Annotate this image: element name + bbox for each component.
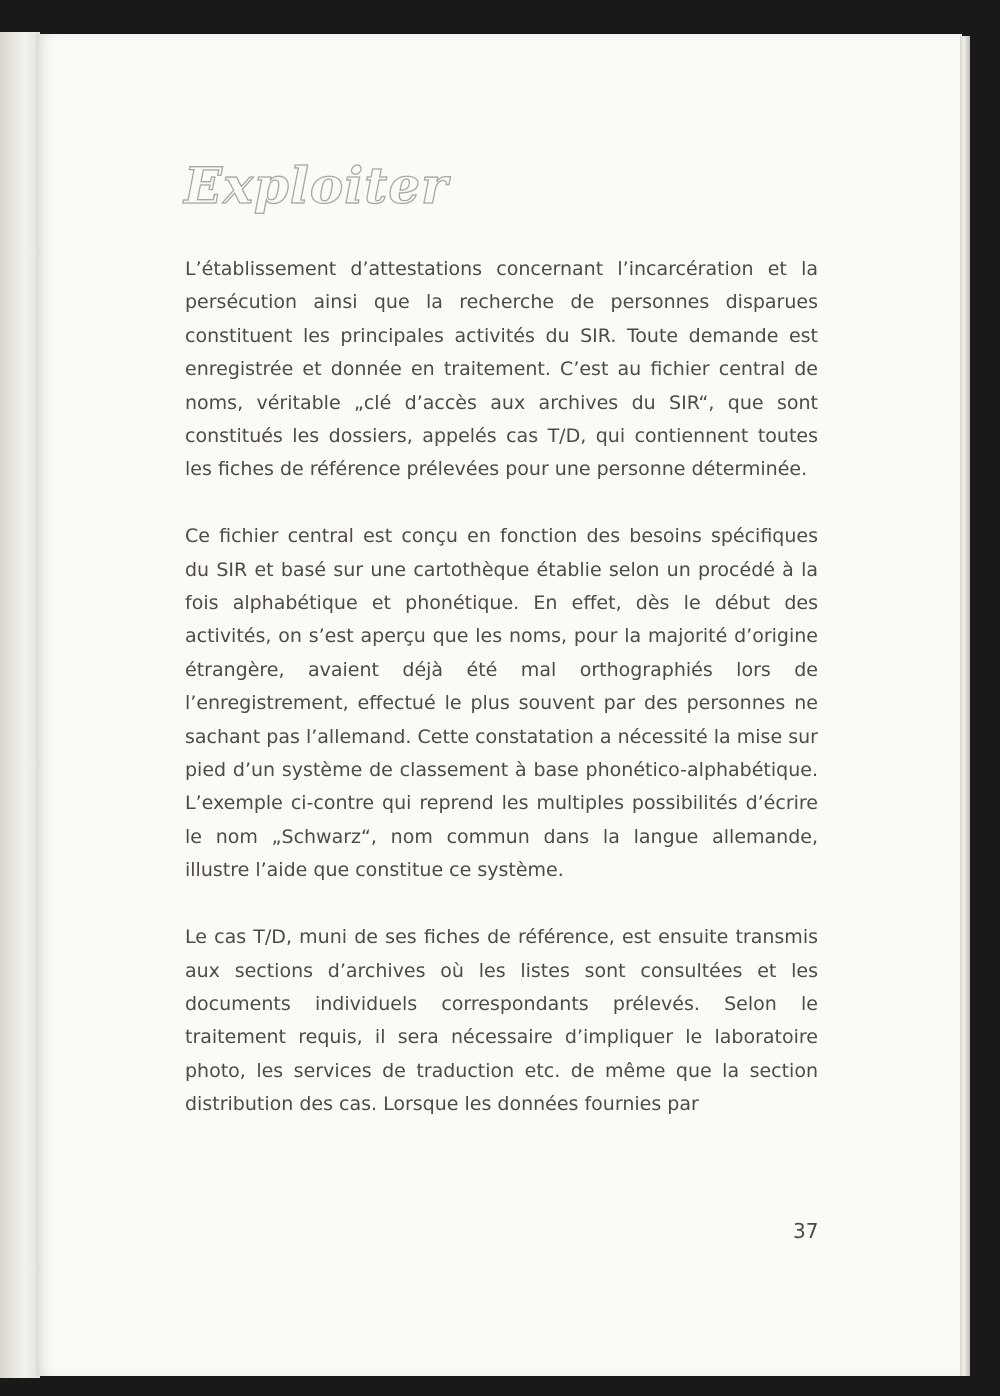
right-page-edge [960, 36, 970, 1376]
body-text [185, 253, 818, 1122]
left-page-edge [0, 32, 40, 1378]
paragraph-2: Ce fichier central est conçu en fonction des besoins spécifiques du SIR et basé sur une cartothèque établie selon un procédé à la fois alphabétique et phonétique. En effet, dès le début des activités, on s’est aperçu que les noms, pour la majorité d’origine étrangère, avaient déjà été mal orthographiés lors de l’enregistrement, effectué le plus souvent par des personnes ne sachant pas l’allemand. Cette constatation a nécessité la mise sur pied d’un système de classement à base phonético-alphabétique. L’exemple ci-contre qui reprend les multiples possibilités d’écrire le nom „Schwarz“, nom commun dans la langue allemande, illustre l’aide que constitue ce système. [185, 525, 818, 882]
paragraph-3: Le cas T/D, muni de ses fiches de référence, est ensuite transmis aux sections d’archives où les listes sont consultées et les documents individuels correspondants prélevés. Selon le traitement requis, il sera nécessaire d’impliquer le laboratoire photo, les services de traduction etc. de même que la section distribution des cas. Lorsque les données fournies par [185, 926, 818, 1116]
paragraph-1: L’établissement d’attestations concernant l’incarcération et la persécution ainsi que la recherche de personnes disparues constituent les principales activités du SIR. Toute demande est enregistrée et donnée en traitement. C’est au fichier central de noms, véritable „clé d’accès aux archives du SIR“, que sont constitués les dossiers, appelés cas T/D, qui contiennent toutes les fiches de référence prélevées pour une personne déterminée. [185, 258, 818, 481]
page-heading: Exploiter [184, 156, 449, 215]
page-number: 37 [793, 1219, 819, 1243]
